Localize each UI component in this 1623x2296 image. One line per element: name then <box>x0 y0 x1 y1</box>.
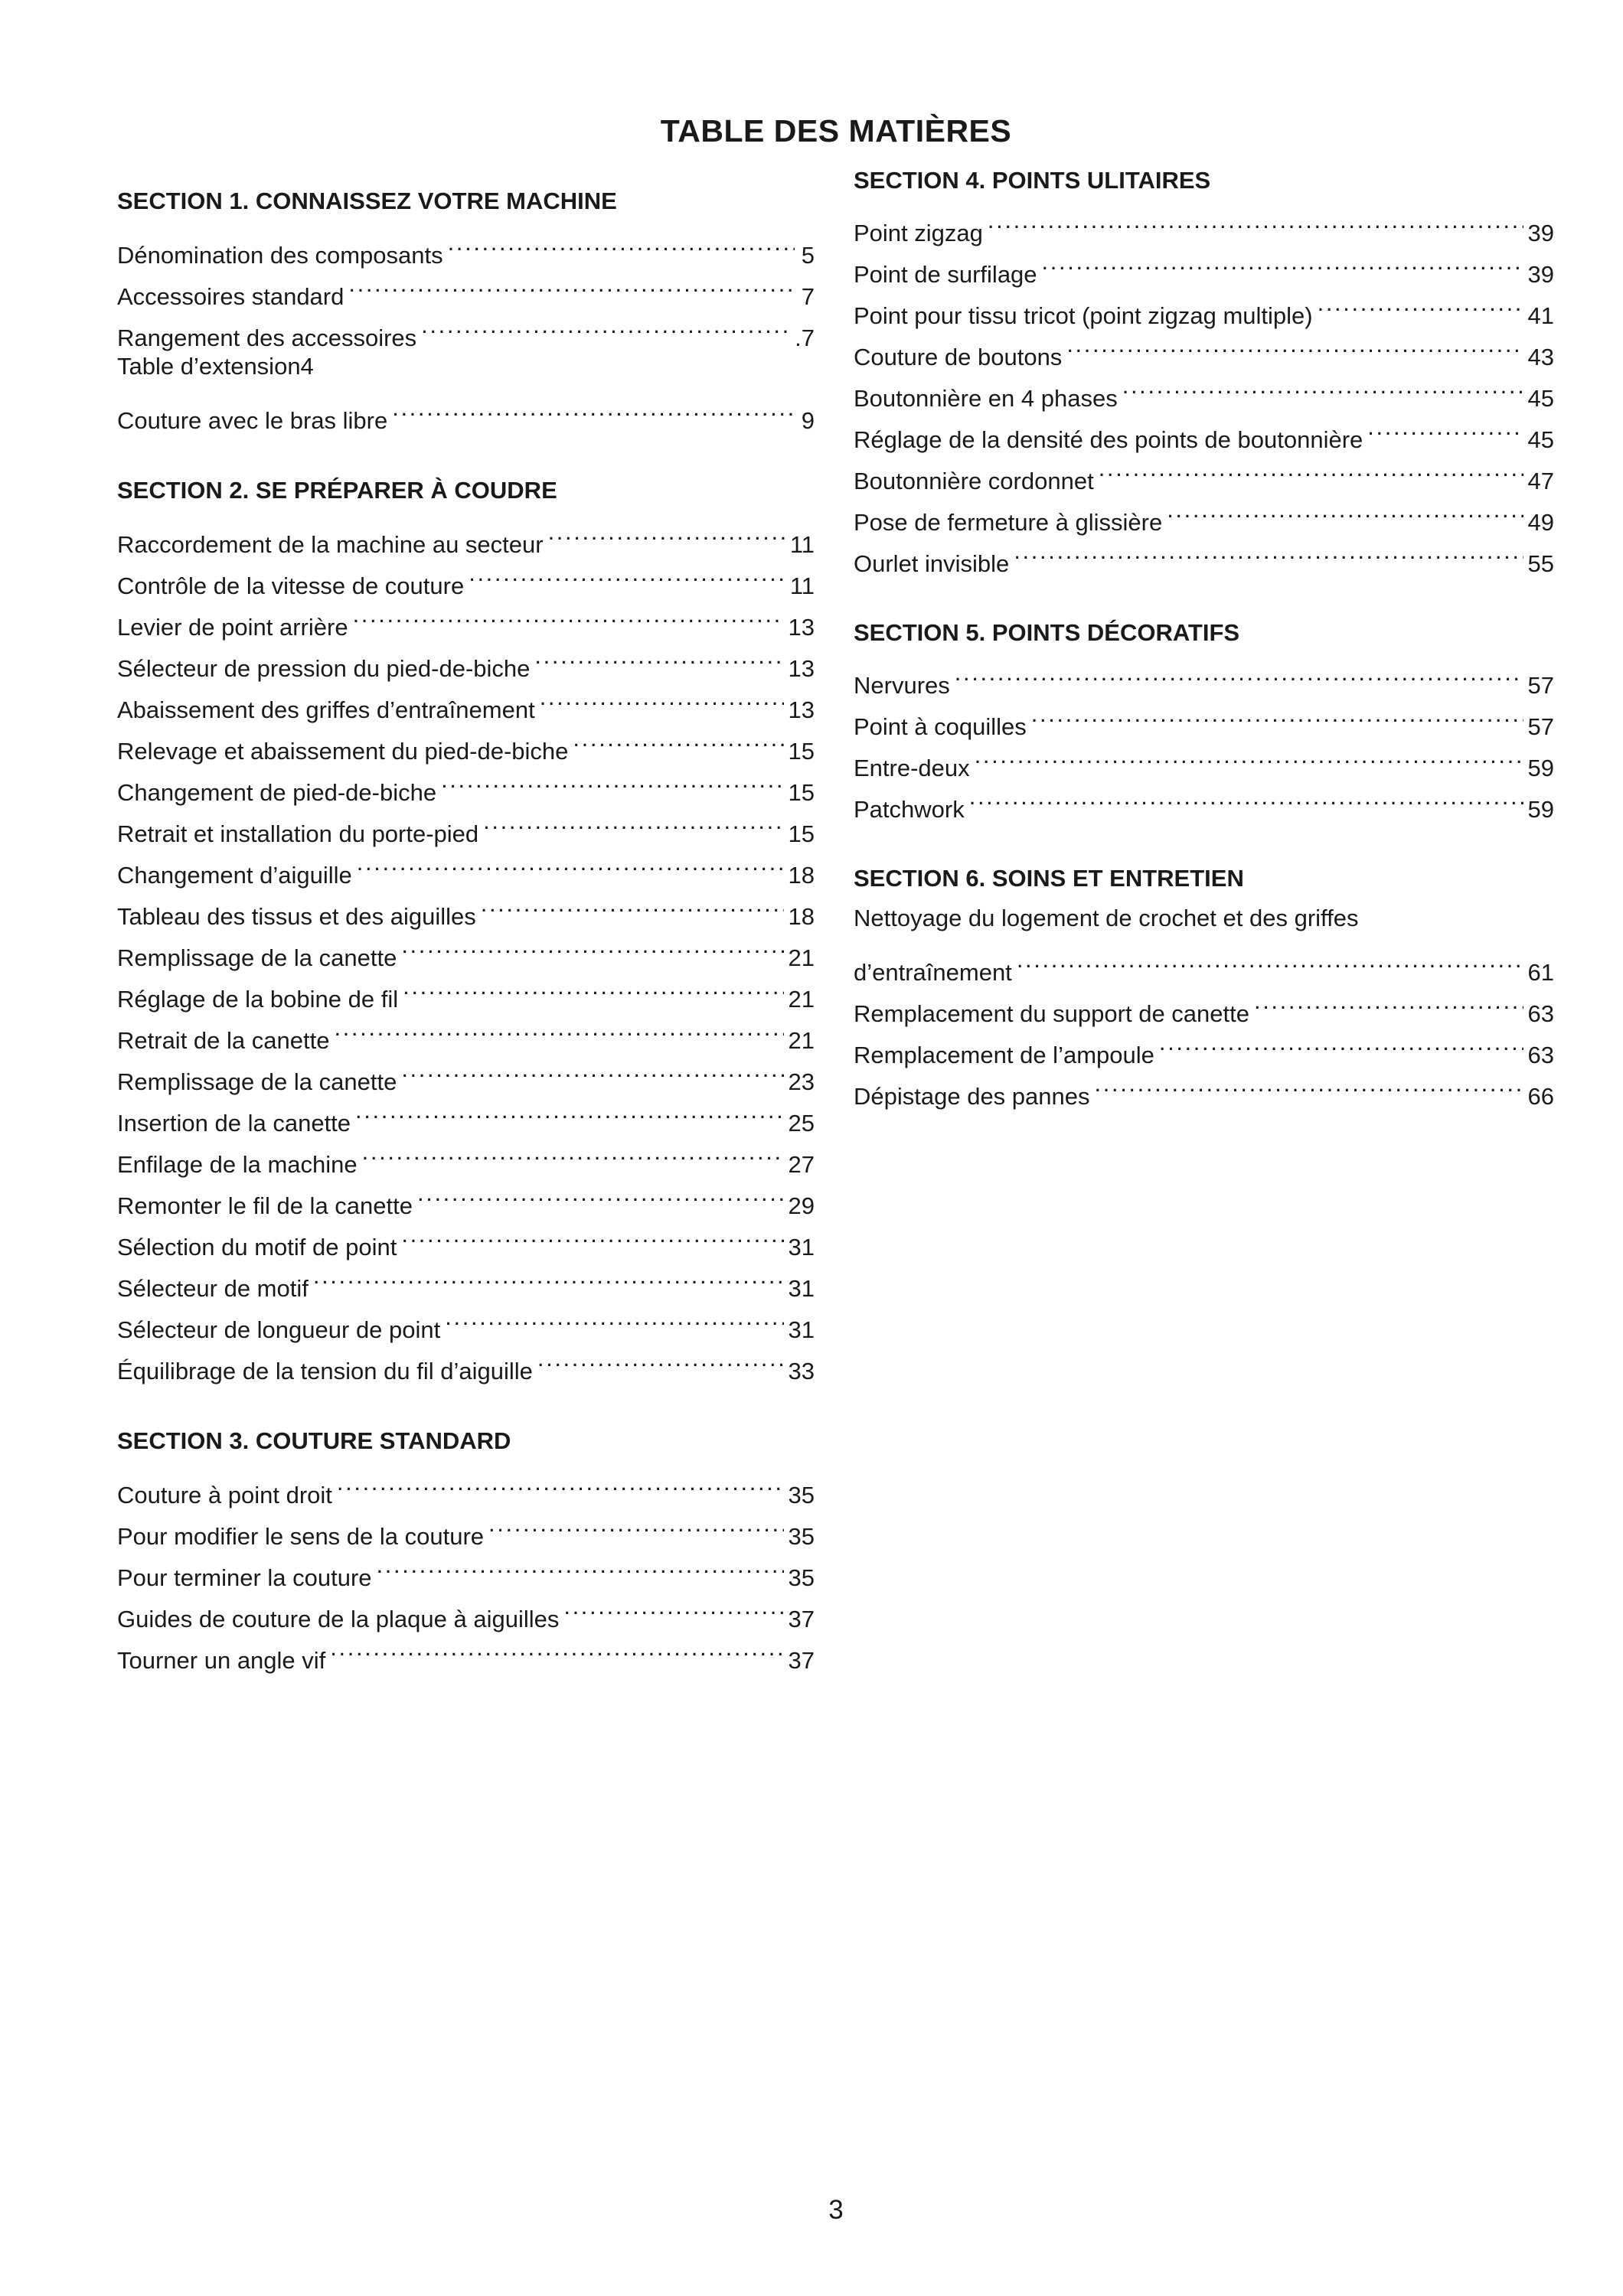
entry-title: Sélecteur de longueur de point <box>117 1316 441 1343</box>
entry-page: 13 <box>788 614 815 641</box>
dot-leader <box>1099 448 1523 489</box>
entry-page: 37 <box>788 1647 815 1674</box>
toc-section-3 <box>117 1420 815 1674</box>
entry-title: Insertion de la canette <box>117 1110 351 1137</box>
entry-title: Pour modifier le sens de la couture <box>117 1523 485 1550</box>
entry-title: Dépistage des pannes <box>854 1083 1090 1110</box>
dot-leader <box>337 1462 784 1503</box>
entry-page: 13 <box>788 655 815 682</box>
dot-leader <box>1318 282 1523 324</box>
toc-left-column <box>117 161 815 1710</box>
toc-entry[interactable] <box>117 1462 815 1508</box>
dot-leader <box>1167 489 1523 530</box>
entry-title: Couture de boutons <box>854 344 1063 370</box>
entry-page: .7 <box>795 325 815 351</box>
toc-section-2 <box>117 470 815 1384</box>
entry-page: 25 <box>788 1110 815 1137</box>
entry-page: 35 <box>788 1523 815 1550</box>
dot-leader <box>1066 324 1523 365</box>
toc-section-5 <box>854 613 1554 823</box>
entry-page: 37 <box>788 1606 815 1632</box>
entry-title: Ourlet invisible <box>854 550 1010 577</box>
entry-title: Pose de fermeture à glissière <box>854 509 1163 536</box>
dot-leader <box>334 1007 783 1049</box>
entry-page: 35 <box>788 1482 815 1508</box>
section-heading: SECTION 3. COUTURE STANDARD <box>117 1427 511 1454</box>
entry-title: Changement de pied-de-biche <box>117 779 437 806</box>
entry-title: Abaissement des griffes d’entraînement <box>117 696 535 723</box>
entry-title: Sélecteur de pression du pied-de-biche <box>117 655 531 682</box>
entry-title: Accessoires standard <box>117 283 345 310</box>
entry-title: Boutonnière en 4 phases <box>854 385 1118 412</box>
entry-title: Point de surfilage <box>854 261 1037 288</box>
entry-title: d’entraînement <box>854 959 1012 986</box>
entry-title: Retrait et installation du porte-pied <box>117 820 479 847</box>
entry-page: 59 <box>1527 755 1554 781</box>
entry-title: Réglage de la densité des points de boutonnière <box>854 426 1363 453</box>
entry-title: Rangement des accessoires <box>117 325 417 351</box>
entry-page: 15 <box>788 820 815 847</box>
dot-leader <box>1122 365 1523 406</box>
entry-title: Sélecteur de motif <box>117 1275 309 1302</box>
entry-page: 11 <box>789 572 815 599</box>
entry-page: 21 <box>788 986 815 1013</box>
entry-page: 5 <box>801 242 815 269</box>
entry-title: Remonter le fil de la canette <box>117 1192 413 1219</box>
entry-title: Pour terminer la couture <box>117 1564 372 1591</box>
entry-page: 15 <box>788 779 815 806</box>
toc-right-column <box>854 161 1554 1146</box>
entry-title: Tourner un angle vif <box>117 1647 326 1674</box>
dot-leader <box>330 1627 783 1668</box>
entry-page: 29 <box>788 1192 815 1219</box>
entry-title: Tableau des tissus et des aiguilles <box>117 903 476 930</box>
entry-page: 9 <box>801 407 815 434</box>
section-heading: SECTION 6. SOINS ET ENTRETIEN <box>854 865 1244 892</box>
entry-page: 63 <box>1527 1000 1554 1027</box>
toc-section-1 <box>117 181 815 434</box>
entry-page: 49 <box>1527 509 1554 536</box>
entry-title: Contrôle de la vitesse de couture <box>117 572 465 599</box>
dot-leader <box>955 652 1523 693</box>
entry-page: 11 <box>789 531 815 558</box>
entry-title: Sélection du motif de point <box>117 1234 397 1261</box>
entry-page: 18 <box>788 903 815 930</box>
toc-entry[interactable] <box>117 511 815 558</box>
entry-page: 45 <box>1527 426 1554 453</box>
toc-entry[interactable] <box>854 200 1554 246</box>
entry-title: Enfilage de la machine <box>117 1151 358 1178</box>
dot-leader <box>362 1131 784 1172</box>
entry-page: 27 <box>788 1151 815 1178</box>
dot-leader <box>417 1172 784 1214</box>
entry-page: 39 <box>1527 220 1554 246</box>
dot-leader <box>540 677 784 718</box>
entry-page: 59 <box>1527 796 1554 823</box>
dot-leader <box>1014 530 1523 572</box>
entry-title: Patchwork <box>854 796 965 823</box>
dot-leader <box>1367 406 1523 448</box>
entry-page: 18 <box>788 862 815 889</box>
entry-title: Boutonnière cordonnet <box>854 468 1094 494</box>
dot-leader <box>1031 693 1523 735</box>
entry-page: 15 <box>788 738 815 765</box>
entry-page: 57 <box>1527 713 1554 740</box>
entry-page: 39 <box>1527 261 1554 288</box>
entry-page: 31 <box>788 1275 815 1302</box>
entry-title: Couture à point droit <box>117 1482 332 1508</box>
entry-title: Relevage et abaissement du pied-de-biche <box>117 738 569 765</box>
entry-title: Point pour tissu tricot (point zigzag multiple) <box>854 302 1313 329</box>
dot-leader <box>988 200 1523 241</box>
entry-page: 21 <box>788 944 815 971</box>
toc-entry[interactable] <box>117 346 815 387</box>
dot-leader <box>401 1214 783 1255</box>
dot-leader <box>401 1049 783 1090</box>
entry-page: 57 <box>1527 672 1554 699</box>
section-heading: SECTION 5. POINTS DÉCORATIFS <box>854 619 1240 646</box>
entry-page: 13 <box>788 696 815 723</box>
dot-leader <box>537 1338 784 1379</box>
entry-title: Levier de point arrière <box>117 614 348 641</box>
dot-leader <box>353 594 784 635</box>
entry-title: Réglage de la bobine de fil <box>117 986 399 1013</box>
toc-section-4 <box>854 161 1554 577</box>
dot-leader <box>563 1586 783 1627</box>
entry-page: 23 <box>788 1068 815 1095</box>
dot-leader <box>1095 1063 1523 1104</box>
entry-title: Retrait de la canette <box>117 1027 330 1054</box>
dot-leader <box>483 801 783 842</box>
entry-title: Entre-deux <box>854 755 970 781</box>
entry-title: Changement d’aiguille <box>117 862 352 889</box>
dot-leader <box>445 1296 783 1338</box>
section-heading: SECTION 2. SE PRÉPARER À COUDRE <box>117 477 557 504</box>
toc-entry[interactable] <box>854 652 1554 699</box>
dot-leader <box>448 222 795 263</box>
entry-title: Équilibrage de la tension du fil d’aiguille <box>117 1358 533 1384</box>
entry-page: 47 <box>1527 468 1554 494</box>
dot-leader <box>975 735 1523 776</box>
entry-page: 41 <box>1527 302 1554 329</box>
dot-leader <box>969 776 1523 817</box>
dot-leader <box>573 718 783 759</box>
entry-page: 55 <box>1527 550 1554 577</box>
toc-entry-first-line[interactable]: Nettoyage du logement de crochet et des griffes <box>854 905 1359 931</box>
entry-page: 35 <box>788 1564 815 1591</box>
entry-page: 43 <box>1527 344 1554 370</box>
entry-title: Couture avec le bras libre <box>117 407 388 434</box>
entry-page: 61 <box>1527 959 1554 986</box>
entry-page: 31 <box>788 1234 815 1261</box>
toc-entry[interactable] <box>117 387 815 434</box>
dot-leader <box>441 759 783 801</box>
entry-title: Table d’extension4 <box>117 353 314 380</box>
entry-page: 31 <box>788 1316 815 1343</box>
dot-leader <box>377 1544 784 1586</box>
toc-entry[interactable] <box>854 693 1554 740</box>
toc-entry[interactable] <box>117 222 815 269</box>
toc-section-6 <box>854 859 1554 1110</box>
entry-title: Point à coquilles <box>854 713 1027 740</box>
dot-leader <box>488 1503 783 1544</box>
section-heading: SECTION 1. CONNAISSEZ VOTRE MACHINE <box>117 188 617 214</box>
dot-leader <box>392 387 795 429</box>
entry-title: Remplacement de l’ampoule <box>854 1042 1154 1068</box>
page-title: TABLE DES MATIÈRES <box>660 113 1012 148</box>
dot-leader <box>534 635 783 677</box>
dot-leader <box>401 925 783 966</box>
dot-leader <box>1159 1022 1523 1063</box>
dot-leader <box>313 1255 784 1296</box>
page-number: 3 <box>828 2195 844 2225</box>
entry-page: 63 <box>1527 1042 1554 1068</box>
dot-leader <box>355 1090 783 1131</box>
entry-title: Raccordement de la machine au secteur <box>117 531 544 558</box>
dot-leader <box>469 553 785 594</box>
entry-page: 66 <box>1527 1083 1554 1110</box>
entry-title: Remplissage de la canette <box>117 944 397 971</box>
entry-page: 33 <box>788 1358 815 1384</box>
entry-title: Dénomination des composants <box>117 242 443 269</box>
dot-leader <box>1042 241 1523 282</box>
dot-leader <box>403 966 783 1007</box>
dot-leader <box>1254 980 1523 1022</box>
entry-title: Remplissage de la canette <box>117 1068 397 1095</box>
dot-leader <box>481 883 784 925</box>
entry-title: Guides de couture de la plaque à aiguilles <box>117 1606 560 1632</box>
entry-title: Point zigzag <box>854 220 983 246</box>
entry-page: 21 <box>788 1027 815 1054</box>
dot-leader <box>1017 939 1523 980</box>
entry-title: Remplacement du support de canette <box>854 1000 1249 1027</box>
dot-leader <box>548 511 785 553</box>
dot-leader <box>357 842 784 883</box>
entry-title: Nervures <box>854 672 950 699</box>
toc-entry[interactable] <box>854 939 1554 986</box>
section-heading: SECTION 4. POINTS ULITAIRES <box>854 167 1211 194</box>
entry-page: 7 <box>801 283 815 310</box>
dot-leader <box>421 305 790 346</box>
dot-leader <box>348 263 795 305</box>
entry-page: 45 <box>1527 385 1554 412</box>
